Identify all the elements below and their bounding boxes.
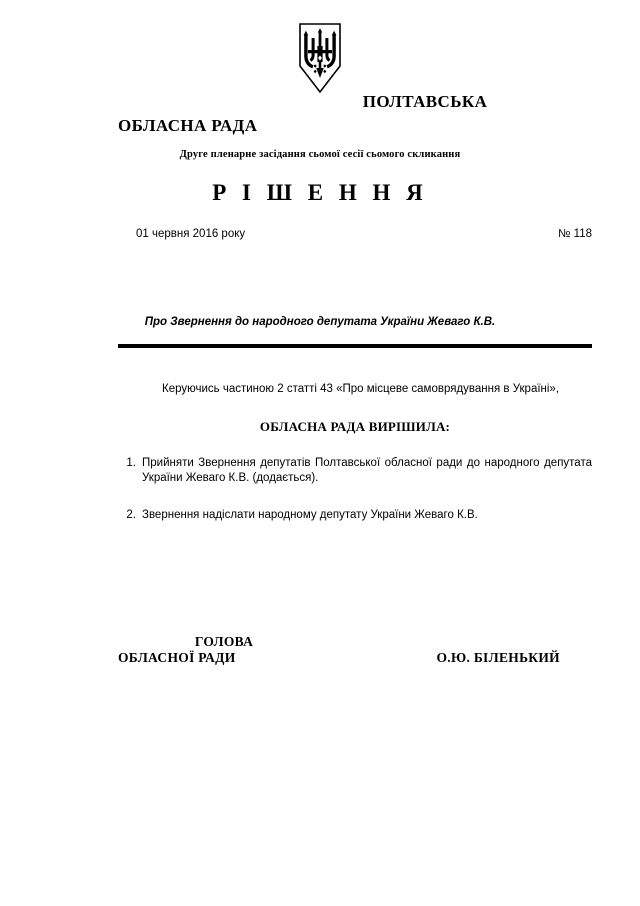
coat-of-arms-emblem [0, 22, 640, 94]
preamble-paragraph: Керуючись частиною 2 статті 43 «Про місцеве самоврядування в Україні», [162, 383, 560, 395]
session-subtitle: Друге пленарне засідання сьомої сесії сьомого скликання [179, 149, 461, 160]
resolution-items-list [118, 434, 592, 523]
document-title: Р І Ш Е Н Н Я [212, 180, 428, 205]
signatory-name: О.Ю. БІЛЕНЬКИЙ [436, 650, 560, 665]
signatory-role-line-2: ОБЛАСНОЇ РАДИ [118, 650, 236, 665]
signatory-role [118, 634, 348, 666]
document-date: 01 червня 2016 року [136, 228, 246, 240]
list-item-marker: 1. [126, 457, 136, 469]
list-item-text: Звернення надіслати народному депутату України Жеваго К.В. [142, 509, 478, 521]
resolution-statement: ОБЛАСНА РАДА ВИРІШИЛА: [259, 419, 451, 434]
list-item [118, 508, 592, 523]
document-number: № 118 [558, 228, 592, 240]
organisation-name-line-2: ОБЛАСНА РАДА [118, 116, 258, 135]
document-body [118, 382, 592, 523]
ukraine-trident-icon [296, 22, 344, 94]
header-divider-rule [118, 344, 592, 348]
document-meta-row [118, 228, 592, 240]
document-subject: Про Звернення до народного депутата України Жеваго К.В. [144, 316, 496, 328]
list-item-marker: 2. [126, 509, 136, 521]
list-item [118, 456, 592, 486]
list-item-text: Прийняти Звернення депутатів Полтавської обласної ради до народного депутата України Жеваго К.В. (додається). [142, 457, 592, 484]
signatory-role-line-1: ГОЛОВА [194, 634, 254, 649]
organisation-name-line-1: ПОЛТАВСЬКА [362, 92, 488, 111]
